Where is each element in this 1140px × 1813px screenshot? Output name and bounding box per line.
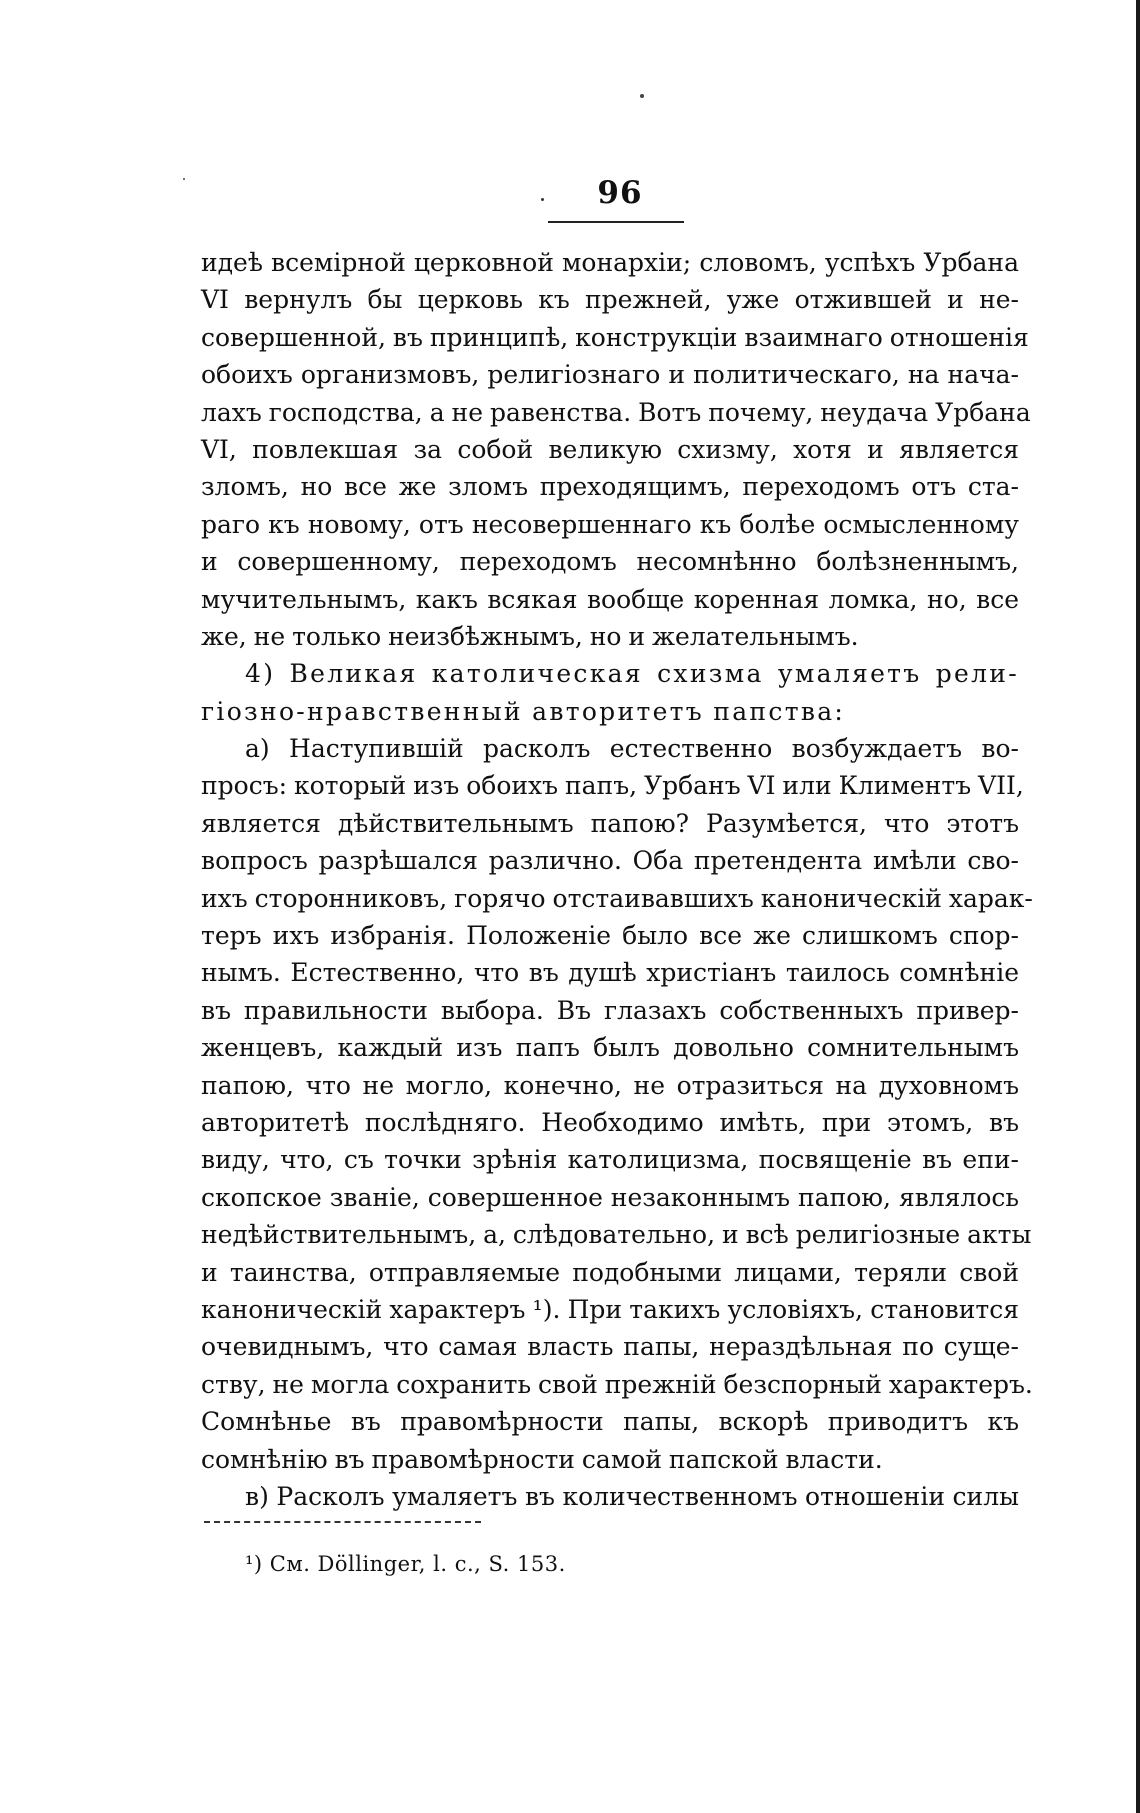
text-line: раго къ новому, отъ несовершеннаго къ болѣе осмысленному [201,509,1019,539]
body-text [201,244,1033,1515]
scan-edge [1136,0,1140,1813]
section-heading-line: 4) Великая католическая схизма умаляетъ рели- [245,659,1019,689]
text-line: VI вернулъ бы церковь къ прежней, уже отжившей и не- [201,285,1019,315]
text-line: совершенной, въ принципѣ, конструкцiи взаимнаго отношенiя [201,322,1029,352]
text-line: вопросъ разрѣшался различно. Оба претендента имѣли сво- [201,846,1019,876]
text-line: обоихъ организмовъ, религiознаго и политическаго, на нача- [201,360,1019,390]
text-line: и таинства, отправляемые подобными лицами, теряли свой [201,1257,1019,1287]
text-line: мучительнымъ, какъ всякая вообще коренная ломка, но, все [201,584,1019,614]
section-heading-line: гiозно-нравственный авторитетъ папства: [201,696,846,726]
text-line: VI, повлекшая за собой великую схизму, хотя и является [201,434,1019,464]
text-line: каноническiй характеръ ¹). При такихъ условiяхъ, становится [201,1294,1019,1324]
text-line: сомнѣнiю въ правомѣрности самой папской власти. [201,1444,883,1474]
text-line: а) Наступившiй расколъ естественно возбуждаетъ во- [245,734,1019,764]
text-line: в) Расколъ умаляетъ въ количественномъ отношенiи силы [245,1481,1019,1511]
text-line: женцевъ, каждый изъ папъ былъ довольно сомнительнымъ [201,1033,1019,1063]
text-line: виду, что, съ точки зрѣнiя католицизма, посвященiе въ епи- [201,1145,1019,1175]
text-line: въ правильности выбора. Въ глазахъ собственныхъ привер- [201,995,1019,1025]
text-line: очевиднымъ, что самая власть папы, нераздѣльная по суще- [201,1332,1019,1362]
text-line: ихъ сторонниковъ, горячо отстаивавшихъ каноническiй харак- [201,883,1033,913]
text-line: скопское званiе, совершенное незаконнымъ папою, являлось [201,1182,1019,1212]
text-line: и совершенному, переходомъ несомнѣнно болѣзненнымъ, [201,547,1019,577]
text-line: недѣйствительнымъ, а, слѣдовательно, и всѣ религiозные акты [201,1220,1032,1250]
text-line: ству, не могла сохранить свой прежнiй безспорный характеръ. [201,1369,1033,1399]
text-line: лахъ господства, а не равенства. Вотъ почему, неудача Урбана [201,397,1031,427]
text-line: Сомнѣнье въ правомѣрности папы, вскорѣ приводитъ къ [201,1407,1019,1437]
text-line: же, не только неизбѣжнымъ, но и желательнымъ. [201,621,859,651]
text-line: идеѣ всемiрной церковной монархiи; словомъ, успѣхъ Урбана [201,248,1019,277]
footnote-rule [204,1521,481,1523]
header-dot [541,198,544,201]
scan-speck [640,94,644,98]
text-line: теръ ихъ избранiя. Положенiе было все же слишкомъ спор- [201,921,1019,951]
text-line: папою, что не могло, конечно, не отразиться на духовномъ [201,1070,1019,1100]
footnote: ¹) См. Döllinger, l. c., S. 153. [245,1552,566,1576]
text-line: авторитетѣ послѣдняго. Необходимо имѣть, при этомъ, въ [201,1107,1019,1137]
text-line: нымъ. Естественно, что въ душѣ христiанъ таилось сомнѣнiе [201,958,1019,988]
text-line: просъ: который изъ обоихъ папъ, Урбанъ VI или Климентъ VII, [201,771,1024,801]
page-number: 96 [597,175,643,211]
text-line: зломъ, но все же зломъ преходящимъ, переходомъ отъ ста- [201,472,1019,502]
header-rule [548,221,684,223]
text-line: является дѣйствительнымъ папою? Разумѣется, что этотъ [201,808,1019,838]
